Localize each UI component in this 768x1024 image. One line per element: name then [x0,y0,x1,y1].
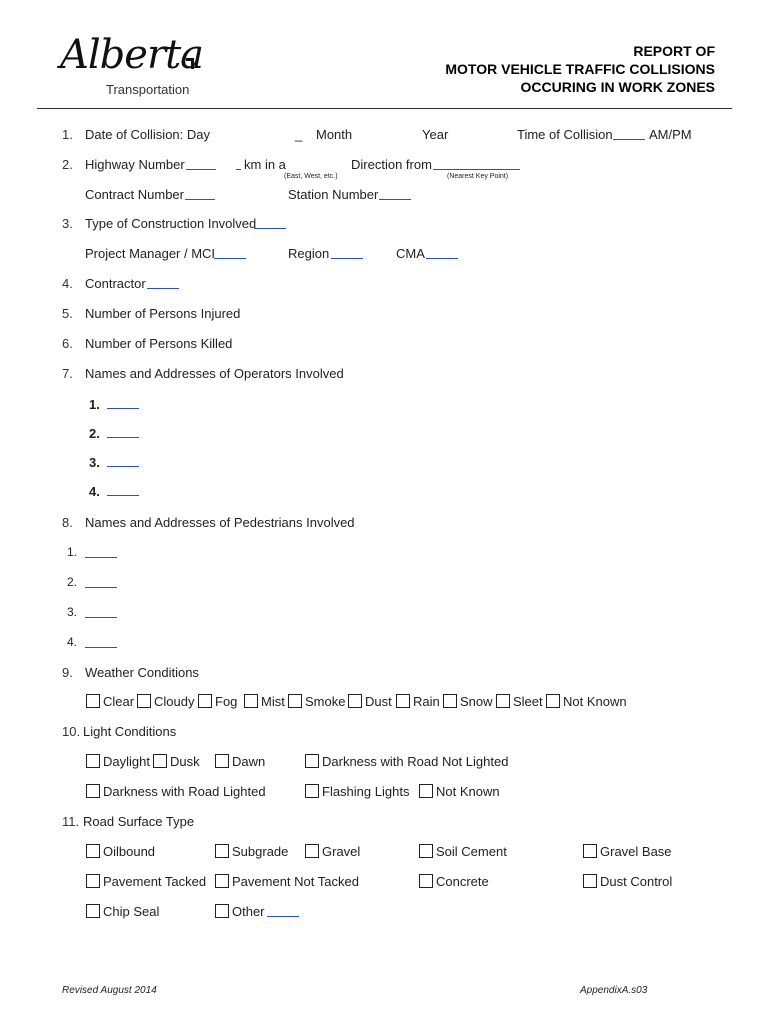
pedestrian-1-input[interactable] [85,546,117,558]
checkbox[interactable] [583,874,597,888]
pedestrian-item-3-number: 3. [67,605,78,619]
q2-station-label: Station Number [288,187,379,202]
surface-option-concrete[interactable]: Concrete [419,874,489,889]
time-input[interactable] [613,128,645,140]
checkbox[interactable] [396,694,410,708]
checkbox[interactable] [583,844,597,858]
operator-2-input[interactable] [107,426,139,438]
header-divider [37,108,732,109]
checkbox[interactable] [86,784,100,798]
alberta-logo: Alberta [60,32,203,78]
highway-number-input[interactable] [186,158,216,170]
contract-number-input[interactable] [185,188,215,200]
checkbox[interactable] [443,694,457,708]
checkbox[interactable] [137,694,151,708]
q9-number: 9. [62,665,73,680]
q6-number: 6. [62,336,73,351]
cma-input[interactable] [426,247,458,259]
q11-number: 11. [62,814,80,829]
project-manager-input[interactable] [214,247,246,259]
footer-revised: Revised August 2014 [62,985,157,996]
checkbox[interactable] [215,904,229,918]
light-option-dusk[interactable]: Dusk [153,754,200,769]
direction-input[interactable] [433,158,520,170]
checkbox[interactable] [288,694,302,708]
weather-option-fog[interactable]: Fog [198,694,237,709]
checkbox[interactable] [419,844,433,858]
pedestrian-item-1-number: 1. [67,545,78,559]
weather-option-snow[interactable]: Snow [443,694,493,709]
q8-label: Names and Addresses of Pedestrians Involved [85,515,355,530]
footer-appendix: AppendixA.s03 [580,985,648,996]
q1-month-label: Month [316,127,353,142]
light-option-not-known[interactable]: Not Known [419,784,500,799]
light-option-dark-lighted[interactable]: Darkness with Road Lighted [86,784,266,799]
other-surface-input[interactable] [267,905,299,917]
q7-number: 7. [62,366,73,381]
report-title-line-1: REPORT OF [633,43,715,59]
surface-option-pavement-not-tacked[interactable]: Pavement Not Tacked [215,874,359,889]
q2-km-label: km in a [244,157,286,172]
report-title-line-3: OCCURING IN WORK ZONES [520,79,715,95]
surface-option-gravel-base[interactable]: Gravel Base [583,844,672,859]
checkbox[interactable] [86,754,100,768]
q6-label: Number of Persons Killed [85,336,233,351]
checkbox[interactable] [348,694,362,708]
q3-type-label: Type of Construction Involved [85,216,257,231]
checkbox[interactable] [86,844,100,858]
operator-item-2-number: 2. [89,426,100,441]
q10-label: Light Conditions [83,724,177,739]
q3-cma-label: CMA [396,246,425,261]
km-input[interactable] [236,158,241,170]
q2-note-direction: (East, West, etc.) [284,173,338,180]
light-option-flashing[interactable]: Flashing Lights [305,784,409,799]
q8-number: 8. [62,515,73,530]
q2-direction-label: Direction from [351,157,432,172]
weather-option-sleet[interactable]: Sleet [496,694,543,709]
pedestrian-3-input[interactable] [85,606,117,618]
operator-3-input[interactable] [107,455,139,467]
q4-number: 4. [62,276,73,291]
checkbox[interactable] [419,874,433,888]
logo-subtitle: Transportation [106,82,190,97]
q2-number: 2. [62,157,73,172]
q7-label: Names and Addresses of Operators Involved [85,366,344,381]
checkbox[interactable] [419,784,433,798]
operator-4-input[interactable] [107,484,139,496]
checkbox[interactable] [215,754,229,768]
q1-year-label: Year [422,127,449,142]
q2-highway-label: Highway Number [85,157,185,172]
pedestrian-4-input[interactable] [85,636,117,648]
q2-note-key-point: (Nearest Key Point) [447,173,509,180]
q3-number: 3. [62,216,73,231]
surface-option-soil-cement[interactable]: Soil Cement [419,844,507,859]
surface-option-other[interactable]: Other [215,904,265,919]
light-option-daylight[interactable]: Daylight [86,754,150,769]
checkbox[interactable] [305,784,319,798]
operator-item-1-number: 1. [89,397,100,412]
construction-type-input[interactable] [254,217,286,229]
q1-dash: _ [295,127,303,142]
weather-option-cloudy[interactable]: Cloudy [137,694,194,709]
weather-option-mist[interactable]: Mist [244,694,285,709]
surface-option-subgrade[interactable]: Subgrade [215,844,288,859]
surface-option-oilbound[interactable]: Oilbound [86,844,155,859]
q3-pm-label: Project Manager / MCI [85,246,216,261]
checkbox[interactable] [496,694,510,708]
pedestrian-item-4-number: 4. [67,635,78,649]
checkbox[interactable] [546,694,560,708]
checkbox[interactable] [244,694,258,708]
logo-mark-icon [185,56,196,70]
surface-option-chip-seal[interactable]: Chip Seal [86,904,159,919]
q9-label: Weather Conditions [85,665,199,680]
checkbox[interactable] [305,844,319,858]
surface-option-pavement-tacked[interactable]: Pavement Tacked [86,874,206,889]
checkbox[interactable] [215,844,229,858]
light-option-dawn[interactable]: Dawn [215,754,265,769]
checkbox[interactable] [86,874,100,888]
q5-number: 5. [62,306,73,321]
pedestrian-2-input[interactable] [85,576,117,588]
q4-label: Contractor [85,276,146,291]
q3-region-label: Region [288,246,330,261]
checkbox[interactable] [305,754,319,768]
region-input[interactable] [331,247,363,259]
operator-item-4-number: 4. [89,484,100,499]
surface-option-dust-control[interactable]: Dust Control [583,874,672,889]
checkbox[interactable] [86,904,100,918]
weather-option-clear[interactable]: Clear [86,694,134,709]
q1-number: 1. [62,127,73,142]
light-option-dark-not-lighted[interactable]: Darkness with Road Not Lighted [305,754,508,769]
q5-label: Number of Persons Injured [85,306,241,321]
q1-date-label: Date of Collision: Day [85,127,210,142]
q1-time-label: Time of Collision [517,127,613,142]
station-number-input[interactable] [379,188,411,200]
operator-1-input[interactable] [107,397,139,409]
pedestrian-item-2-number: 2. [67,575,78,589]
weather-option-rain[interactable]: Rain [396,694,440,709]
weather-option-smoke[interactable]: Smoke [288,694,345,709]
surface-option-gravel[interactable]: Gravel [305,844,360,859]
q10-number: 10. [62,724,81,739]
checkbox[interactable] [198,694,212,708]
checkbox[interactable] [153,754,167,768]
operator-item-3-number: 3. [89,455,100,470]
checkbox[interactable] [86,694,100,708]
report-title-line-2: MOTOR VEHICLE TRAFFIC COLLISIONS [445,61,715,77]
q1-ampm-label: AM/PM [649,127,692,142]
q2-contract-label: Contract Number [85,187,184,202]
weather-option-dust[interactable]: Dust [348,694,392,709]
contractor-input[interactable] [147,277,179,289]
weather-option-not-known[interactable]: Not Known [546,694,627,709]
checkbox[interactable] [215,874,229,888]
q11-label: Road Surface Type [83,814,195,829]
